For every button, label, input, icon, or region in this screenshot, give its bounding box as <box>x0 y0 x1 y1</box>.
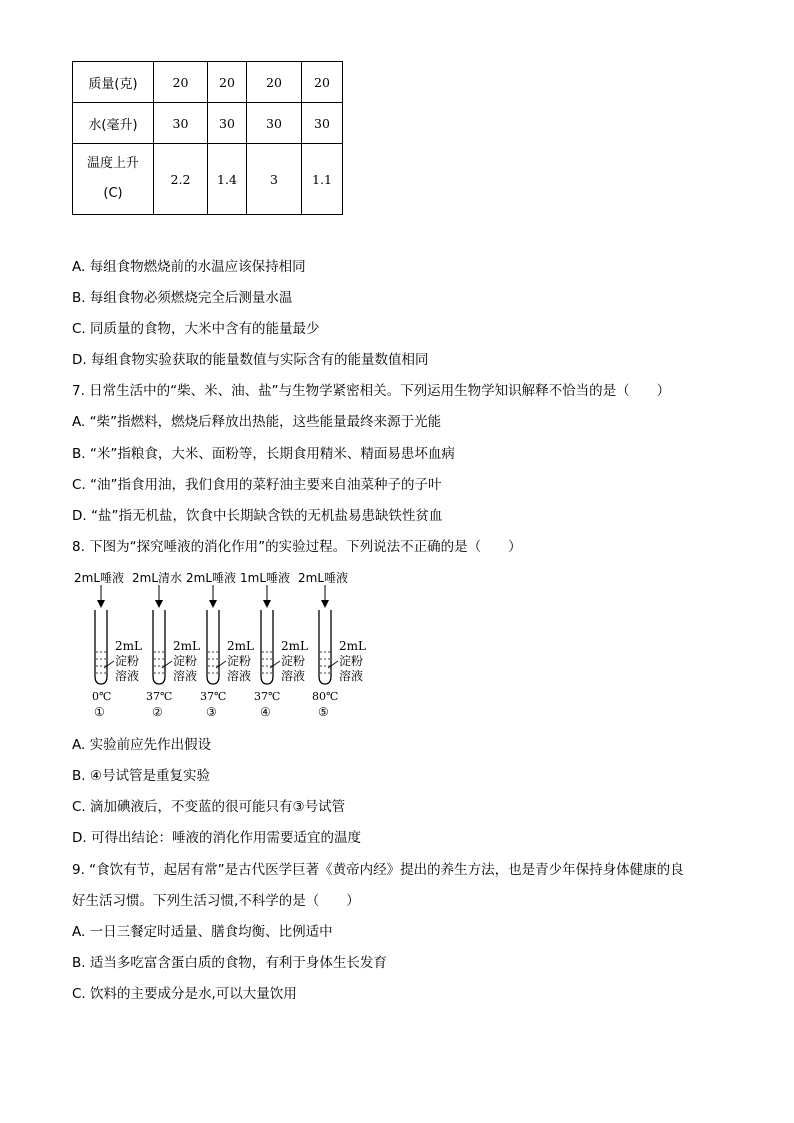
table-row <box>73 103 343 144</box>
question-stem: 8. 下图为“探究唾液的消化作用”的实验过程。下列说法不正确的是（ ） <box>72 539 522 555</box>
table-cell: 质量(克) <box>73 62 154 103</box>
option-line: A. 一日三餐定时适量、膳食均衡、比例适中 <box>72 924 333 940</box>
tube-1 <box>74 570 142 719</box>
tube-temperature: 37℃ <box>200 690 227 703</box>
tube-side-label: 溶液 <box>115 669 140 683</box>
option-line: B. “米”指粮食，大米、面粉等，长期食用精米、精面易患坏血病 <box>72 446 455 462</box>
table-cell <box>73 144 154 215</box>
table-cell: 1.1 <box>302 144 343 215</box>
tube-side-label: 2mL <box>339 639 366 653</box>
table-cell: 2.2 <box>154 144 208 215</box>
table-cell: 30 <box>302 103 343 144</box>
table-cell: 20 <box>208 62 247 103</box>
tube-temperature: 37℃ <box>254 690 281 703</box>
option-line: B. 每组食物必须燃烧完全后测量水温 <box>72 290 293 306</box>
tube-side-label: 淀粉 <box>173 654 198 668</box>
tube-temperature: 0℃ <box>92 690 112 703</box>
tube-top-label: 2mL唾液 <box>186 571 237 585</box>
table-cell: 水(毫升) <box>73 103 154 144</box>
tube-top-label: 2mL唾液 <box>298 571 349 585</box>
option-line: A. 每组食物燃烧前的水温应该保持相同 <box>72 259 306 275</box>
option-line: C. 饮料的主要成分是水,可以大量饮用 <box>72 986 297 1002</box>
option-line: B. ④号试管是重复实验 <box>72 768 210 784</box>
tube-side-label: 淀粉 <box>115 654 140 668</box>
tube-side-label: 溶液 <box>281 669 306 683</box>
test-tube-diagram <box>70 568 380 723</box>
tube-number: ③ <box>206 705 217 719</box>
tube-number: ④ <box>260 705 271 719</box>
option-line: D. “盐”指无机盐，饮食中长期缺含铁的无机盐易患缺铁性贫血 <box>72 508 443 524</box>
table-cell: 3 <box>247 144 302 215</box>
tube-2 <box>132 570 200 719</box>
tube-side-label: 溶液 <box>339 669 364 683</box>
question-stem: 9. “食饮有节，起居有常”是古代医学巨著《黄帝内经》提出的养生方法，也是青少年保持身体健康的良 <box>72 862 684 878</box>
tube-number: ① <box>94 705 105 719</box>
table-cell: 30 <box>208 103 247 144</box>
option-line: D. 每组食物实验获取的能量数值与实际含有的能量数值相同 <box>72 352 429 368</box>
table-cell: 30 <box>247 103 302 144</box>
table-cell-line: (C) <box>103 186 123 201</box>
tube-side-label: 2mL <box>281 639 308 653</box>
food-energy-table <box>72 61 343 215</box>
tube-temperature: 37℃ <box>146 690 173 703</box>
question-stem: 7. 日常生活中的“柴、米、油、盐”与生物学紧密相关。下列运用生物学知识解释不恰当的是（ ） <box>72 383 671 399</box>
tube-top-label: 1mL唾液 <box>240 571 291 585</box>
tube-side-label: 淀粉 <box>227 654 252 668</box>
table-row <box>73 62 343 103</box>
tube-side-label: 2mL <box>227 639 254 653</box>
option-line: C. 滴加碘液后，不变蓝的很可能只有③号试管 <box>72 799 346 815</box>
tube-number: ② <box>152 705 163 719</box>
tube-top-label: 2mL唾液 <box>74 571 125 585</box>
option-line: C. “油”指食用油，我们食用的菜籽油主要来自油菜种子的子叶 <box>72 477 442 493</box>
tube-side-label: 淀粉 <box>339 654 364 668</box>
option-line: B. 适当多吃富含蛋白质的食物，有利于身体生长发育 <box>72 955 387 971</box>
tube-side-label: 淀粉 <box>281 654 306 668</box>
option-line: A. “柴”指燃料，燃烧后释放出热能，这些能量最终来源于光能 <box>72 414 442 430</box>
tube-top-label: 2mL清水 <box>132 571 183 585</box>
option-line: C. 同质量的食物，大米中含有的能量最少 <box>72 321 320 337</box>
tube-side-label: 溶液 <box>173 669 198 683</box>
table-cell: 1.4 <box>208 144 247 215</box>
table-cell: 30 <box>154 103 208 144</box>
tube-side-label: 溶液 <box>227 669 252 683</box>
tube-number: ⑤ <box>318 705 329 719</box>
tube-side-label: 2mL <box>173 639 200 653</box>
table-cell: 20 <box>302 62 343 103</box>
option-line: D. 可得出结论：唾液的消化作用需要适宜的温度 <box>72 830 361 846</box>
question-stem-continued: 好生活习惯。下列生活习惯,不科学的是（ ） <box>72 893 360 909</box>
table-cell: 20 <box>154 62 208 103</box>
option-line: A. 实验前应先作出假设 <box>72 737 212 753</box>
tube-5 <box>298 570 366 719</box>
tube-temperature: 80℃ <box>312 690 339 703</box>
table-cell: 20 <box>247 62 302 103</box>
table-row <box>73 144 343 215</box>
table-cell-line: 温度上升 <box>86 156 139 171</box>
tube-side-label: 2mL <box>115 639 142 653</box>
